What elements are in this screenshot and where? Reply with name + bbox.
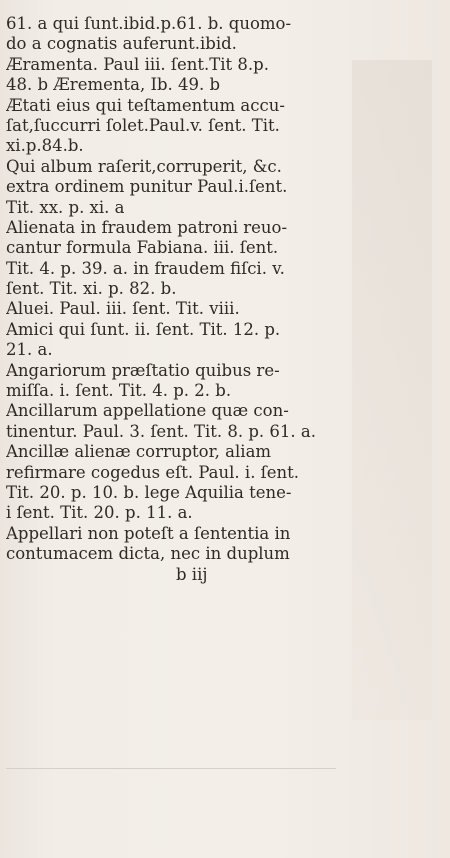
text-line: ſat,ſuccurri ſolet.Paul.v. ſent. Tit. [6, 115, 280, 135]
text-line: contumacem dicta, nec in duplum [6, 544, 290, 564]
text-line: Ancillæ alienæ corruptor, aliam [6, 442, 272, 462]
text-line: 61. a qui ſunt.ibid.p.61. b. quomo- [6, 14, 292, 33]
text-line: do a cognatis auferunt.ibid. [6, 34, 237, 54]
bottom-rule [6, 768, 336, 769]
text-line: refirmare cogedus eſt. Paul. i. ſent. [6, 462, 300, 482]
text-line: Appellari non poteſt a ſententia in [6, 523, 291, 543]
text-line: Tit. 20. p. 10. b. lege Aquilia tene- [6, 482, 292, 502]
index-text-block [6, 14, 342, 585]
text-line: extra ordinem punitur Paul.i.ſent. [6, 177, 288, 197]
text-line: Tit. xx. p. xi. a [6, 197, 125, 217]
signature-mark: b iij [176, 564, 208, 584]
text-line: Tit. 4. p. 39. a. in fraudem fiſci. v. [6, 258, 285, 278]
text-line: xi.p.84.b. [6, 136, 84, 156]
text-line: cantur formula Fabiana. iii. ſent. [6, 238, 279, 258]
text-line: Aluei. Paul. iii. ſent. Tit. viii. [6, 299, 240, 319]
text-line: ſent. Tit. xi. p. 82. b. [6, 279, 177, 299]
text-line: tinentur. Paul. 3. ſent. Tit. 8. p. 61. a. [6, 421, 316, 441]
text-line: Ancillarum appellatione quæ con- [6, 401, 289, 421]
bleed-through-shadow [352, 60, 432, 720]
text-line: 48. b Ærementa, Ib. 49. b [6, 75, 221, 95]
text-line: Æramenta. Paul iii. ſent.Tit 8.p. [6, 54, 269, 74]
text-line: Ætati eius qui teſtamentum accu- [6, 95, 285, 115]
text-line: miſſa. i. ſent. Tit. 4. p. 2. b. [6, 381, 232, 401]
text-line: Qui album raſerit,corruperit, &c. [6, 156, 282, 176]
text-line: Amici qui ſunt. ii. ſent. Tit. 12. p. [6, 319, 281, 339]
text-line: Alienata in fraudem patroni reuo- [6, 217, 288, 237]
text-line: 21. a. [6, 340, 53, 360]
text-line: i ſent. Tit. 20. p. 11. a. [6, 503, 193, 523]
text-line: Angariorum præſtatio quibus re- [6, 360, 280, 380]
